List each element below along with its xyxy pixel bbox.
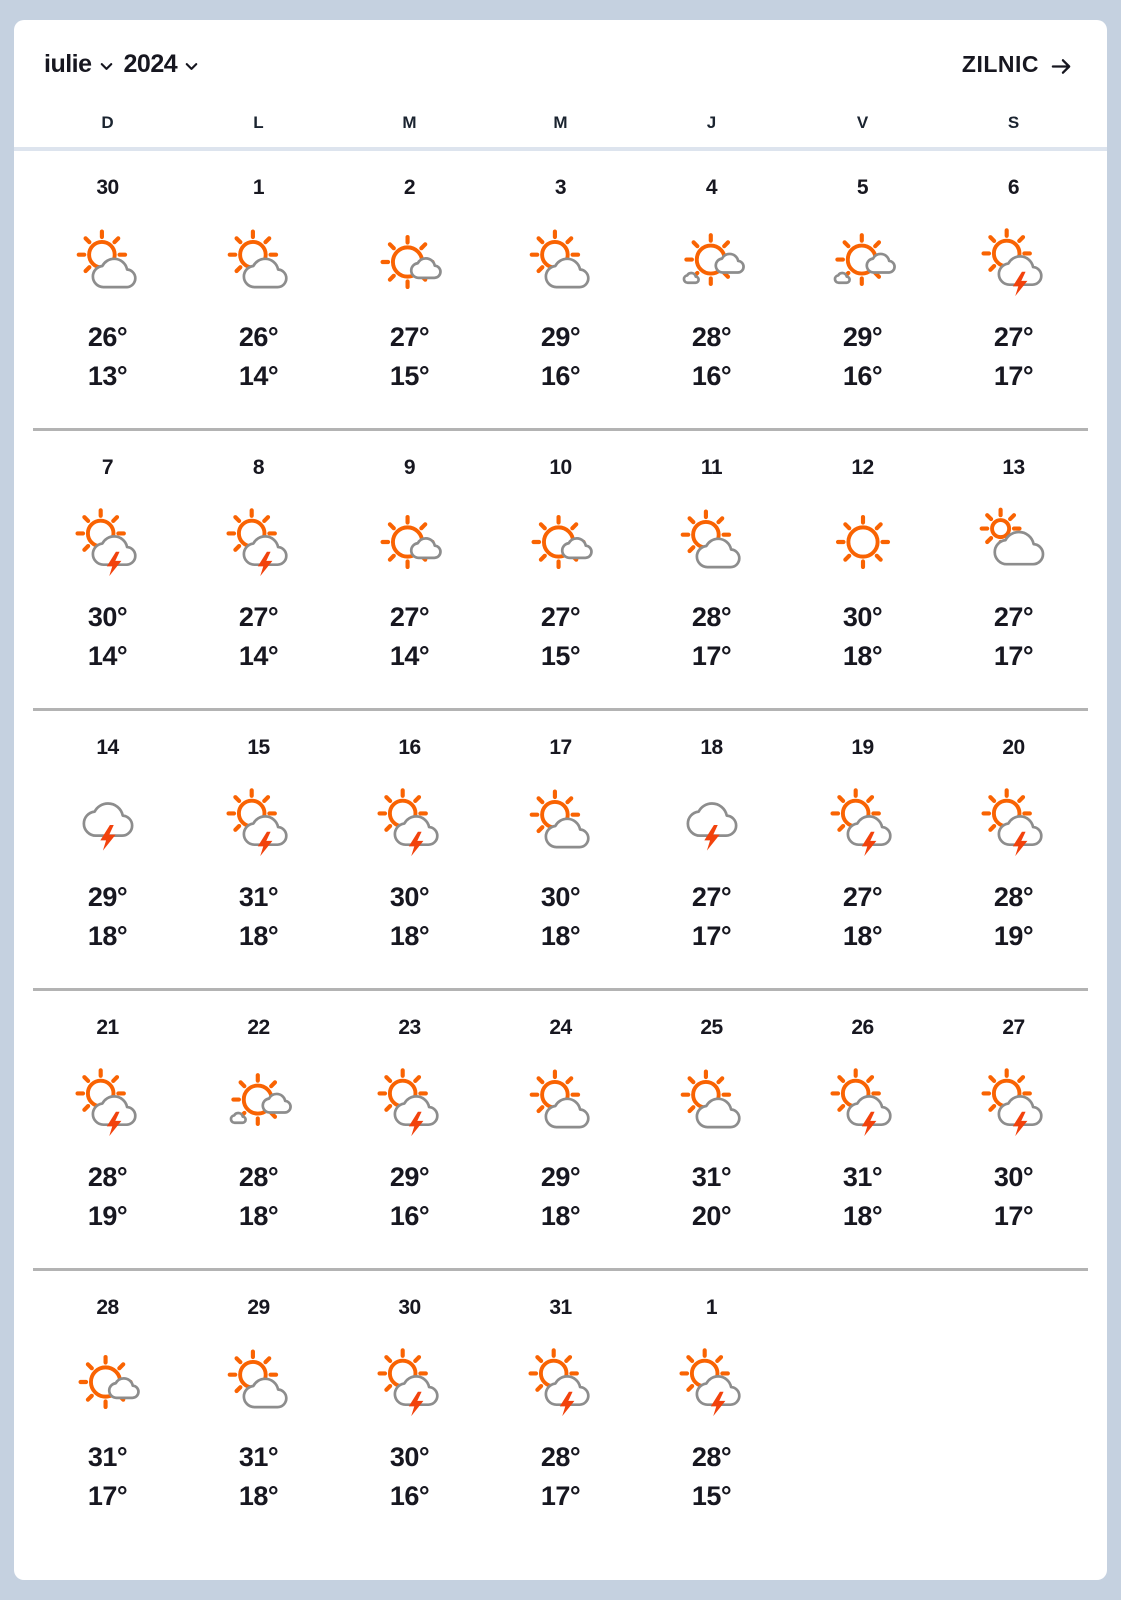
day-cell[interactable]: [938, 431, 1089, 708]
month-selector[interactable]: [44, 50, 116, 79]
high-temp: 27°: [389, 602, 430, 632]
day-cell[interactable]: [636, 151, 787, 428]
day-number: 10: [549, 456, 572, 479]
day-number: 1: [705, 1296, 718, 1319]
day-cell[interactable]: [636, 991, 787, 1268]
day-cell[interactable]: [787, 151, 938, 428]
day-cell[interactable]: [938, 151, 1089, 428]
week-row: [14, 711, 1107, 988]
low-temp: 18°: [842, 641, 883, 671]
thunder-icon: [824, 781, 902, 863]
mostly-cloudy-icon: [975, 501, 1053, 583]
high-temp: 29°: [87, 882, 128, 912]
day-cell[interactable]: [485, 711, 636, 988]
mostly-sunny-2clouds-icon: [673, 221, 751, 303]
low-temp: 15°: [540, 641, 581, 671]
high-temp: 28°: [540, 1442, 581, 1472]
arrow-right-icon: [1048, 55, 1075, 78]
day-number: 30: [96, 176, 119, 199]
high-temp: 31°: [842, 1162, 883, 1192]
day-number: 16: [398, 736, 421, 759]
calendar-header: [14, 20, 1107, 79]
low-temp: 17°: [540, 1481, 581, 1511]
high-temp: 29°: [389, 1162, 430, 1192]
partly-cloudy-icon: [220, 221, 298, 303]
week-row: [14, 431, 1107, 708]
high-temp: 27°: [993, 322, 1034, 352]
high-temp: 28°: [238, 1162, 279, 1192]
high-temp: 30°: [842, 602, 883, 632]
high-temp: 29°: [540, 322, 581, 352]
low-temp: 18°: [842, 1201, 883, 1231]
low-temp: 18°: [540, 1201, 581, 1231]
thunder-icon: [220, 501, 298, 583]
high-temp: 29°: [540, 1162, 581, 1192]
low-temp: 17°: [993, 641, 1034, 671]
low-temp: 18°: [540, 921, 581, 951]
day-number: 7: [101, 456, 114, 479]
low-temp: 18°: [87, 921, 128, 951]
high-temp: 27°: [389, 322, 430, 352]
day-number: 23: [398, 1016, 421, 1039]
calendar-grid: [14, 151, 1107, 1548]
partly-cloudy-icon: [673, 501, 751, 583]
low-temp: 16°: [540, 361, 581, 391]
day-number: 9: [403, 456, 416, 479]
high-temp: 31°: [691, 1162, 732, 1192]
thunder-icon: [69, 501, 147, 583]
day-cell[interactable]: [485, 991, 636, 1268]
day-cell[interactable]: [183, 711, 334, 988]
high-temp: 27°: [842, 882, 883, 912]
low-temp: 17°: [691, 921, 732, 951]
day-number: 2: [403, 176, 416, 199]
thunder-icon: [975, 1061, 1053, 1143]
low-temp: 19°: [993, 921, 1034, 951]
high-temp: 31°: [238, 1442, 279, 1472]
low-temp: 18°: [389, 921, 430, 951]
day-number: 31: [549, 1296, 572, 1319]
sunny-icon: [824, 501, 902, 583]
weekday-label: M: [402, 113, 417, 132]
low-temp: 14°: [238, 641, 279, 671]
day-cell[interactable]: [32, 1271, 183, 1548]
high-temp: 27°: [993, 602, 1034, 632]
partly-cloudy-icon: [522, 1061, 600, 1143]
weekday-label: L: [253, 113, 264, 132]
day-cell[interactable]: [183, 1271, 334, 1548]
day-cell[interactable]: [183, 431, 334, 708]
chevron-down-icon: [97, 57, 116, 76]
weekday-label: S: [1007, 113, 1020, 132]
high-temp: 28°: [993, 882, 1034, 912]
thunder-icon: [220, 781, 298, 863]
high-temp: 28°: [87, 1162, 128, 1192]
day-number: 28: [96, 1296, 119, 1319]
day-number: 22: [247, 1016, 270, 1039]
high-temp: 30°: [87, 602, 128, 632]
thunder-icon: [522, 1341, 600, 1423]
low-temp: 17°: [993, 361, 1034, 391]
day-number: 24: [549, 1016, 572, 1039]
mostly-sunny-icon: [69, 1341, 147, 1423]
day-number: 5: [856, 176, 869, 199]
day-cell[interactable]: [787, 431, 938, 708]
partly-cloudy-icon: [522, 781, 600, 863]
low-temp: 18°: [238, 1481, 279, 1511]
partly-cloudy-icon: [673, 1061, 751, 1143]
year-selector[interactable]: [124, 50, 202, 79]
low-temp: 16°: [389, 1481, 430, 1511]
day-number: 6: [1007, 176, 1020, 199]
high-temp: 31°: [238, 882, 279, 912]
high-temp: 30°: [540, 882, 581, 912]
day-cell[interactable]: [485, 151, 636, 428]
day-number: 29: [247, 1296, 270, 1319]
day-cell[interactable]: [334, 431, 485, 708]
day-cell[interactable]: [32, 151, 183, 428]
day-cell[interactable]: [334, 711, 485, 988]
mostly-sunny-2clouds-icon: [220, 1061, 298, 1143]
weather-calendar-card: [14, 20, 1107, 1580]
daily-link-label: ZILNIC: [961, 51, 1039, 77]
day-cell[interactable]: [938, 711, 1089, 988]
weekday-label: D: [101, 113, 114, 132]
weekday-label: J: [706, 113, 717, 132]
low-temp: 16°: [842, 361, 883, 391]
day-number: 25: [700, 1016, 723, 1039]
day-number: 17: [549, 736, 572, 759]
day-number: 3: [554, 176, 567, 199]
day-number: 12: [851, 456, 874, 479]
month-year-selectors: [44, 50, 201, 79]
day-number: 19: [851, 736, 874, 759]
mostly-sunny-icon: [522, 501, 600, 583]
low-temp: 14°: [238, 361, 279, 391]
low-temp: 18°: [842, 921, 883, 951]
low-temp: 14°: [87, 641, 128, 671]
day-cell[interactable]: [787, 991, 938, 1268]
day-cell[interactable]: [334, 151, 485, 428]
high-temp: 31°: [87, 1442, 128, 1472]
weekday-header: [14, 113, 1107, 133]
week-row: [14, 151, 1107, 428]
thunder-cloud-icon: [69, 781, 147, 863]
day-cell[interactable]: [938, 991, 1089, 1268]
low-temp: 15°: [691, 1481, 732, 1511]
thunder-icon: [824, 1061, 902, 1143]
low-temp: 20°: [691, 1201, 732, 1231]
day-number: 18: [700, 736, 723, 759]
week-row: [14, 1271, 1107, 1548]
day-cell[interactable]: [183, 991, 334, 1268]
day-cell[interactable]: [334, 991, 485, 1268]
low-temp: 16°: [389, 1201, 430, 1231]
day-cell[interactable]: [636, 711, 787, 988]
day-number: 14: [96, 736, 119, 759]
day-cell[interactable]: [32, 991, 183, 1268]
thunder-icon: [975, 221, 1053, 303]
day-number: 1: [252, 176, 265, 199]
thunder-icon: [69, 1061, 147, 1143]
weekday-label: M: [553, 113, 568, 132]
day-number: 13: [1002, 456, 1025, 479]
month-label: iulie: [44, 50, 92, 78]
high-temp: 26°: [238, 322, 279, 352]
low-temp: 14°: [389, 641, 430, 671]
day-cell[interactable]: [32, 431, 183, 708]
high-temp: 26°: [87, 322, 128, 352]
low-temp: 13°: [87, 361, 128, 391]
low-temp: 18°: [238, 921, 279, 951]
day-number: 11: [700, 456, 723, 479]
high-temp: 30°: [389, 1442, 430, 1472]
high-temp: 27°: [540, 602, 581, 632]
mostly-sunny-icon: [371, 221, 449, 303]
partly-cloudy-icon: [220, 1341, 298, 1423]
day-cell[interactable]: [334, 1271, 485, 1548]
day-number: 21: [96, 1016, 119, 1039]
thunder-icon: [975, 781, 1053, 863]
day-cell[interactable]: [787, 711, 938, 988]
low-temp: 19°: [87, 1201, 128, 1231]
partly-cloudy-icon: [522, 221, 600, 303]
thunder-icon: [371, 1061, 449, 1143]
thunder-icon: [371, 781, 449, 863]
low-temp: 17°: [691, 641, 732, 671]
thunder-icon: [371, 1341, 449, 1423]
low-temp: 18°: [238, 1201, 279, 1231]
low-temp: 17°: [87, 1481, 128, 1511]
day-number: 30: [398, 1296, 421, 1319]
high-temp: 27°: [691, 882, 732, 912]
high-temp: 29°: [842, 322, 883, 352]
chevron-down-icon: [182, 57, 201, 76]
high-temp: 30°: [993, 1162, 1034, 1192]
day-number: 27: [1002, 1016, 1025, 1039]
partly-cloudy-icon: [69, 221, 147, 303]
day-number: 15: [247, 736, 270, 759]
week-row: [14, 991, 1107, 1268]
day-number: 20: [1002, 736, 1025, 759]
day-number: 4: [705, 176, 718, 199]
high-temp: 27°: [238, 602, 279, 632]
mostly-sunny-icon: [371, 501, 449, 583]
day-cell[interactable]: [485, 1271, 636, 1548]
day-cell[interactable]: [32, 711, 183, 988]
weekday-label: V: [856, 113, 869, 132]
daily-forecast-link[interactable]: [962, 51, 1075, 78]
thunder-icon: [673, 1341, 751, 1423]
thunder-cloud-icon: [673, 781, 751, 863]
low-temp: 15°: [389, 361, 430, 391]
day-number: 8: [252, 456, 265, 479]
high-temp: 30°: [389, 882, 430, 912]
day-number: 26: [851, 1016, 874, 1039]
low-temp: 17°: [993, 1201, 1034, 1231]
year-label: 2024: [123, 50, 178, 78]
high-temp: 28°: [691, 602, 732, 632]
low-temp: 16°: [691, 361, 732, 391]
day-cell[interactable]: [183, 151, 334, 428]
day-cell[interactable]: [636, 1271, 787, 1548]
mostly-sunny-2clouds-icon: [824, 221, 902, 303]
high-temp: 28°: [691, 322, 732, 352]
day-cell[interactable]: [485, 431, 636, 708]
high-temp: 28°: [691, 1442, 732, 1472]
day-cell[interactable]: [636, 431, 787, 708]
